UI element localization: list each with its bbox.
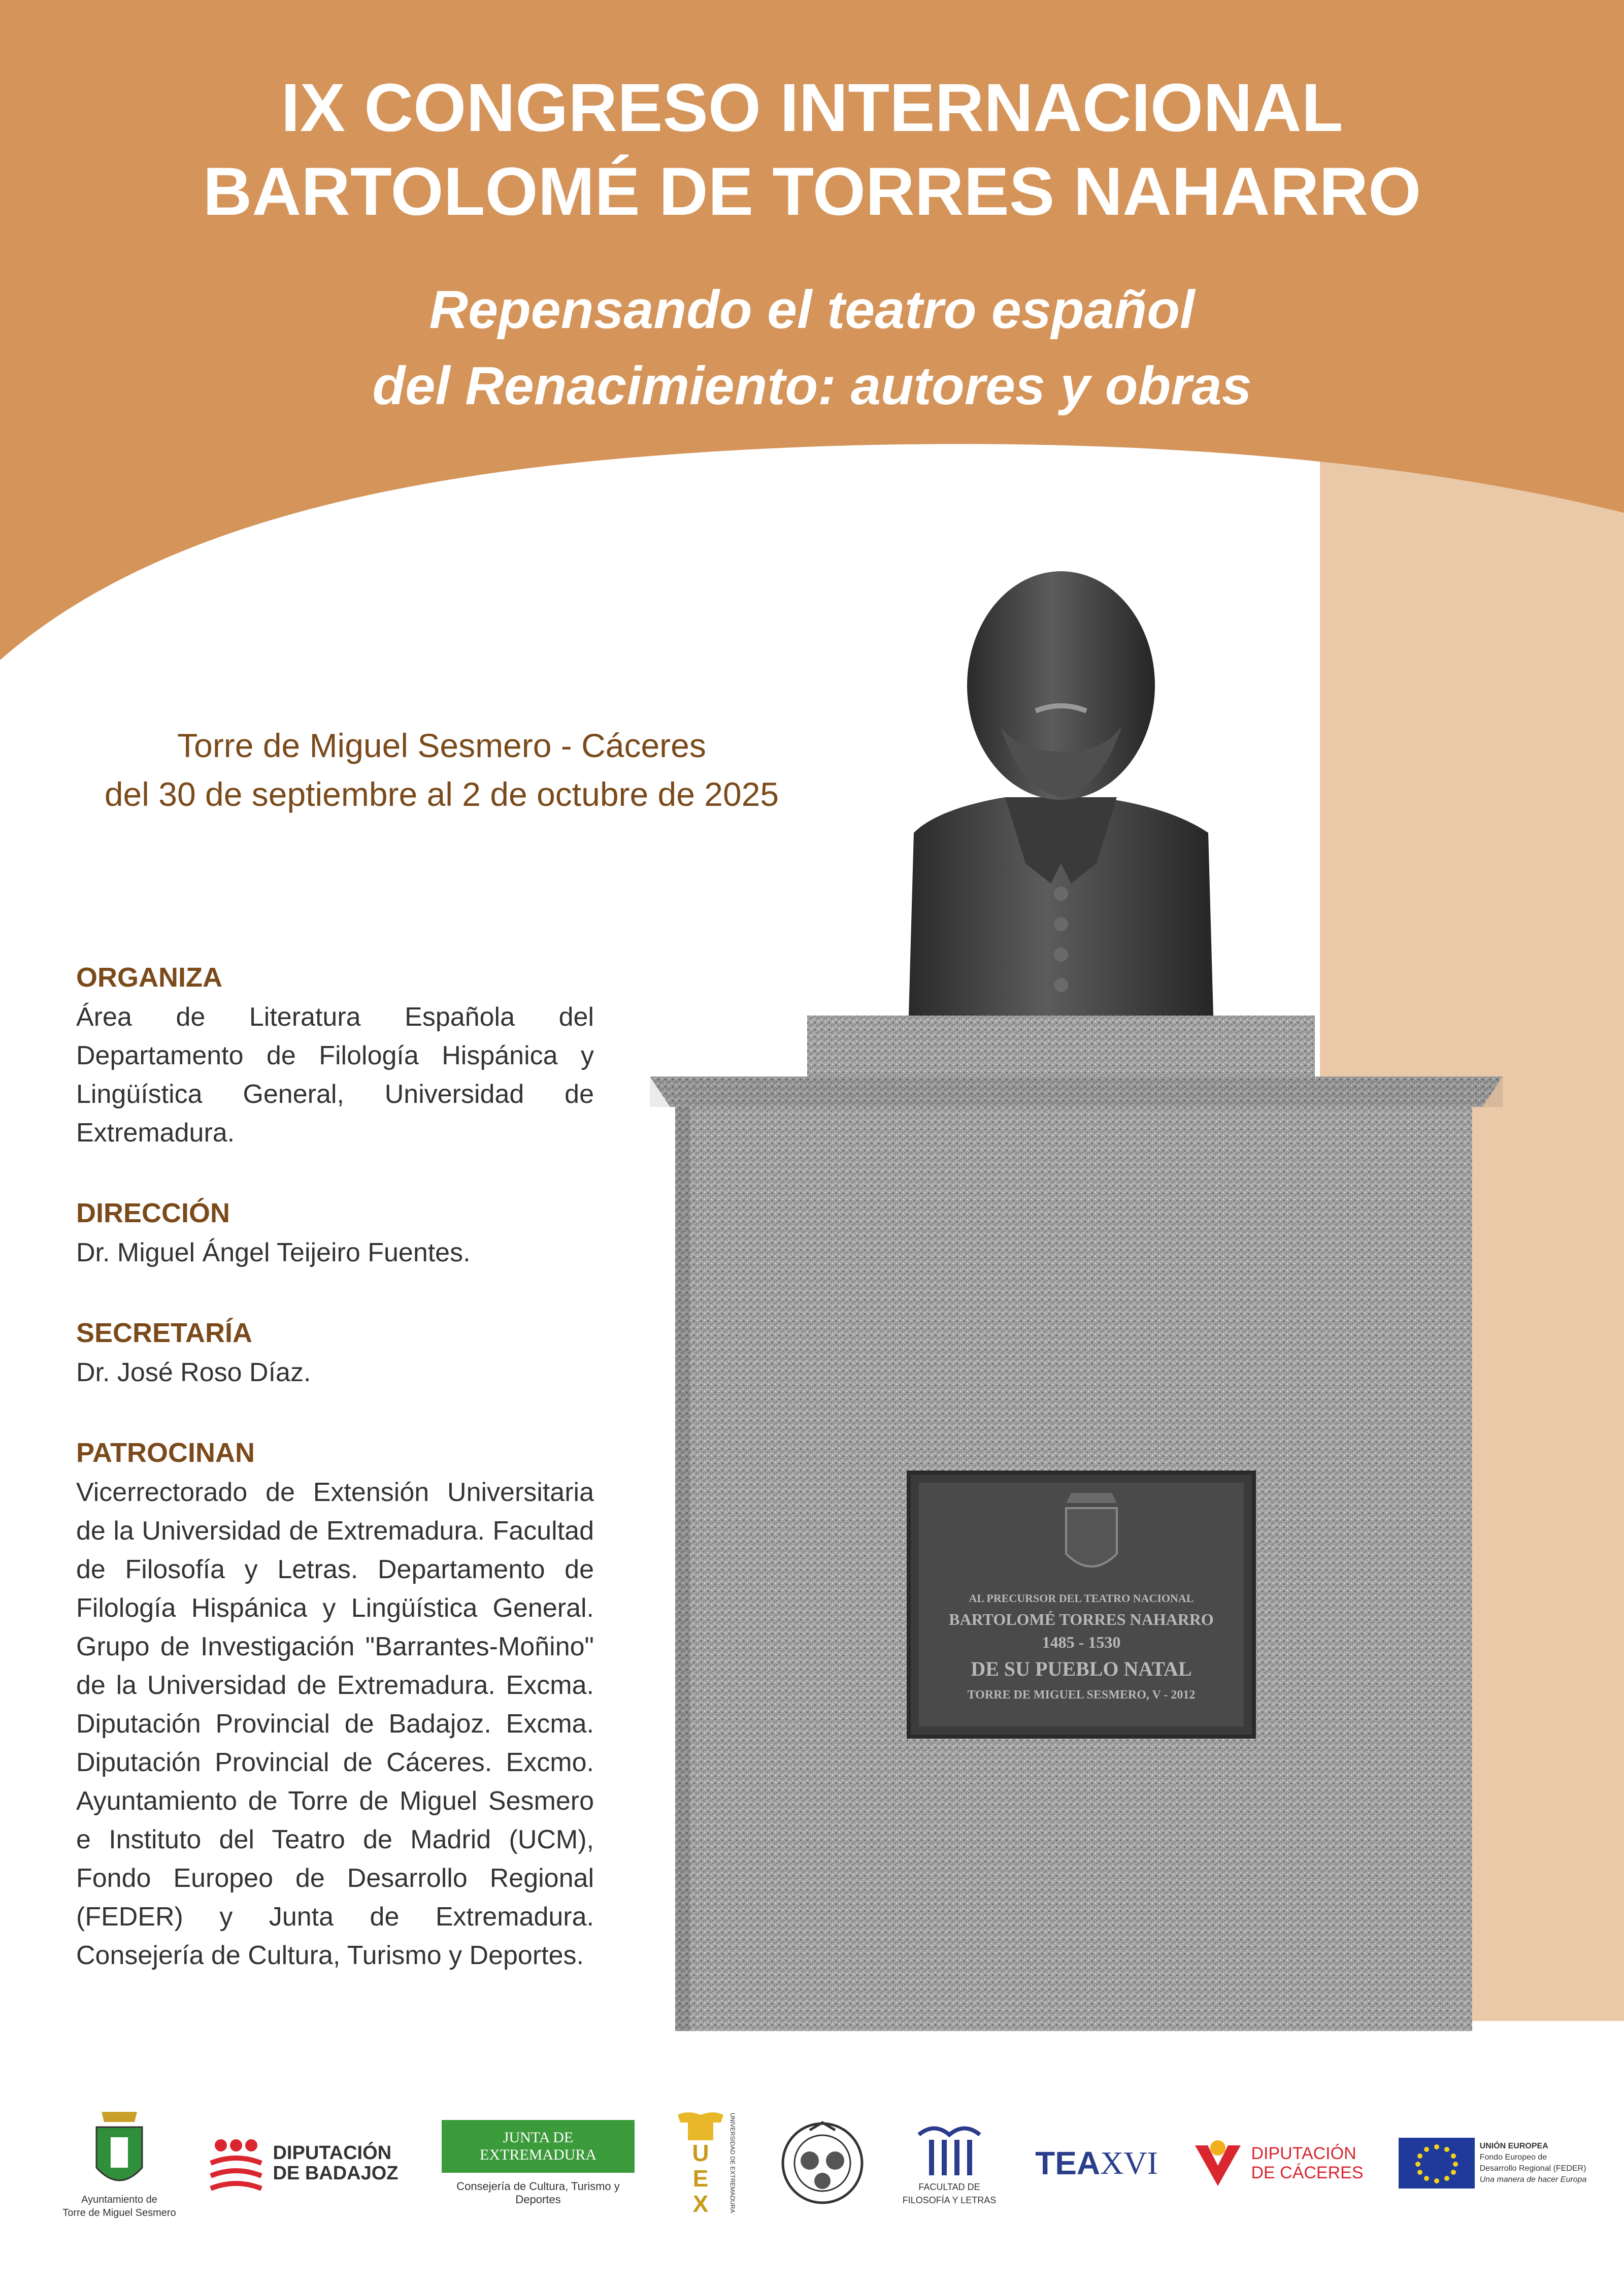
bronze-plaque [909, 1473, 1254, 1737]
organiza-heading: ORGANIZA [76, 962, 222, 993]
organiza-body: Área de Literatura Española del Departamento de Filología Hispánica y Lingüística General, Universidad de Extremadura. [76, 1002, 594, 1148]
shield-icon [91, 2107, 147, 2193]
logo-crest [772, 2087, 873, 2239]
plaque-line-4: DE SU PUEBLO NATAL [971, 1657, 1192, 1680]
secretaria-body: Dr. José Roso Díaz. [76, 1358, 311, 1387]
badajoz-mark-icon [206, 2135, 267, 2191]
logo-diputacion-caceres [1188, 2087, 1366, 2239]
eu-line-3: Desarrollo Regional (FEDER) [1479, 2164, 1586, 2173]
junta-sub: Consejería de Cultura, Turismo y Deportes [456, 2180, 620, 2206]
monument-image [650, 559, 1614, 2031]
patrocinan-body: Vicerrectorado de Extensión Universitaria de la Universidad de Extremadura. Facultad de Filosofía y Letras. Departamento de Filología Hispánica y Lingüística General. Grupo de Investigación "Barrantes-Moñino" de la Universidad de Extremadura. Excma. Diputación Provincial de Badajoz. Excma. Diputación Provincial de Cáceres. Excmo. Ayuntamiento de Torre de Miguel Sesmero e Instituto del Teatro de Madrid (UCM), Fondo Europeo de Desarrollo Regional (FEDER) y Junta de Extremadura. Consejería de Cultura, Turismo y Deportes. [76, 1478, 594, 1970]
eu-line-2: Fondo Europeo de [1479, 2153, 1547, 2162]
column-icon [675, 2110, 726, 2140]
logo-teaxvi [1025, 2087, 1168, 2239]
ayuntamiento-line-1: Ayuntamiento de [81, 2194, 157, 2205]
logo-ayuntamiento [41, 2087, 198, 2239]
badajoz-line-2: DE BADAJOZ [273, 2163, 399, 2184]
info-column [76, 957, 594, 2015]
crest-icon [779, 2120, 866, 2206]
badajoz-line-1: DIPUTACIÓN [273, 2142, 392, 2164]
patrocinan-heading: PATROCINAN [76, 1438, 255, 1468]
facultad-line-2: FILOSOFÍA Y LETRAS [902, 2195, 997, 2205]
bust [909, 571, 1213, 1016]
uex-letters: UEX [692, 2140, 709, 2217]
title-line-2: BARTOLOMÉ DE TORRES NAHARRO [203, 154, 1421, 230]
plaque-line-2: BARTOLOMÉ TORRES NAHARRO [949, 1610, 1214, 1628]
venue-dates: del 30 de septiembre al 2 de octubre de 2025 [104, 775, 779, 813]
title-line-1: IX CONGRESO INTERNACIONAL [281, 70, 1343, 146]
teaxvi-b: XVI [1100, 2145, 1158, 2181]
facultad-line-1: FACULTAD DE [918, 2182, 980, 2192]
logo-junta-extremadura [437, 2087, 640, 2239]
subtitle-line-2: del Renacimiento: autores y obras [372, 356, 1252, 416]
crown-icon [1066, 1493, 1117, 1503]
coat-of-arms-icon [1066, 1508, 1117, 1566]
direccion-body: Dr. Miguel Ángel Teijeiro Fuentes. [76, 1238, 471, 1267]
venue-place: Torre de Miguel Sesmero - Cáceres [177, 727, 706, 764]
facultad-column-icon [914, 2119, 985, 2180]
junta-label: JUNTA DE EXTREMADURA [442, 2120, 635, 2173]
logo-union-europea [1386, 2087, 1599, 2239]
secretaria-heading: SECRETARÍA [76, 1318, 253, 1348]
caceres-line-2: DE CÁCERES [1251, 2163, 1364, 2182]
plinth-top [807, 1016, 1315, 1076]
ayuntamiento-line-2: Torre de Miguel Sesmero [62, 2207, 176, 2218]
caceres-mark-icon [1190, 2135, 1246, 2191]
caceres-line-1: DIPUTACIÓN [1251, 2144, 1356, 2163]
direccion-heading: DIRECCIÓN [76, 1198, 230, 1228]
sponsor-logos [0, 2087, 1624, 2239]
plaque-line-1: AL PRECURSOR DEL TEATRO NACIONAL [969, 1592, 1194, 1605]
plaque-line-3: 1485 - 1530 [1042, 1633, 1121, 1651]
plaque-line-5: TORRE DE MIGUEL SESMERO, V - 2012 [967, 1688, 1196, 1702]
logo-facultad [893, 2087, 1005, 2239]
teaxvi-a: TEA [1035, 2145, 1101, 2181]
logo-uex [660, 2087, 751, 2239]
subtitle-line-1: Repensando el teatro español [429, 280, 1195, 340]
eu-line-1: UNIÓN EUROPEA [1479, 2142, 1548, 2150]
eu-line-4: Una manera de hacer Europa [1479, 2175, 1587, 2184]
uex-vertical: UNIVERSIDAD DE EXTREMADURA [729, 2113, 736, 2213]
eu-flag-icon [1399, 2138, 1475, 2189]
logo-diputacion-badajoz [203, 2087, 401, 2239]
